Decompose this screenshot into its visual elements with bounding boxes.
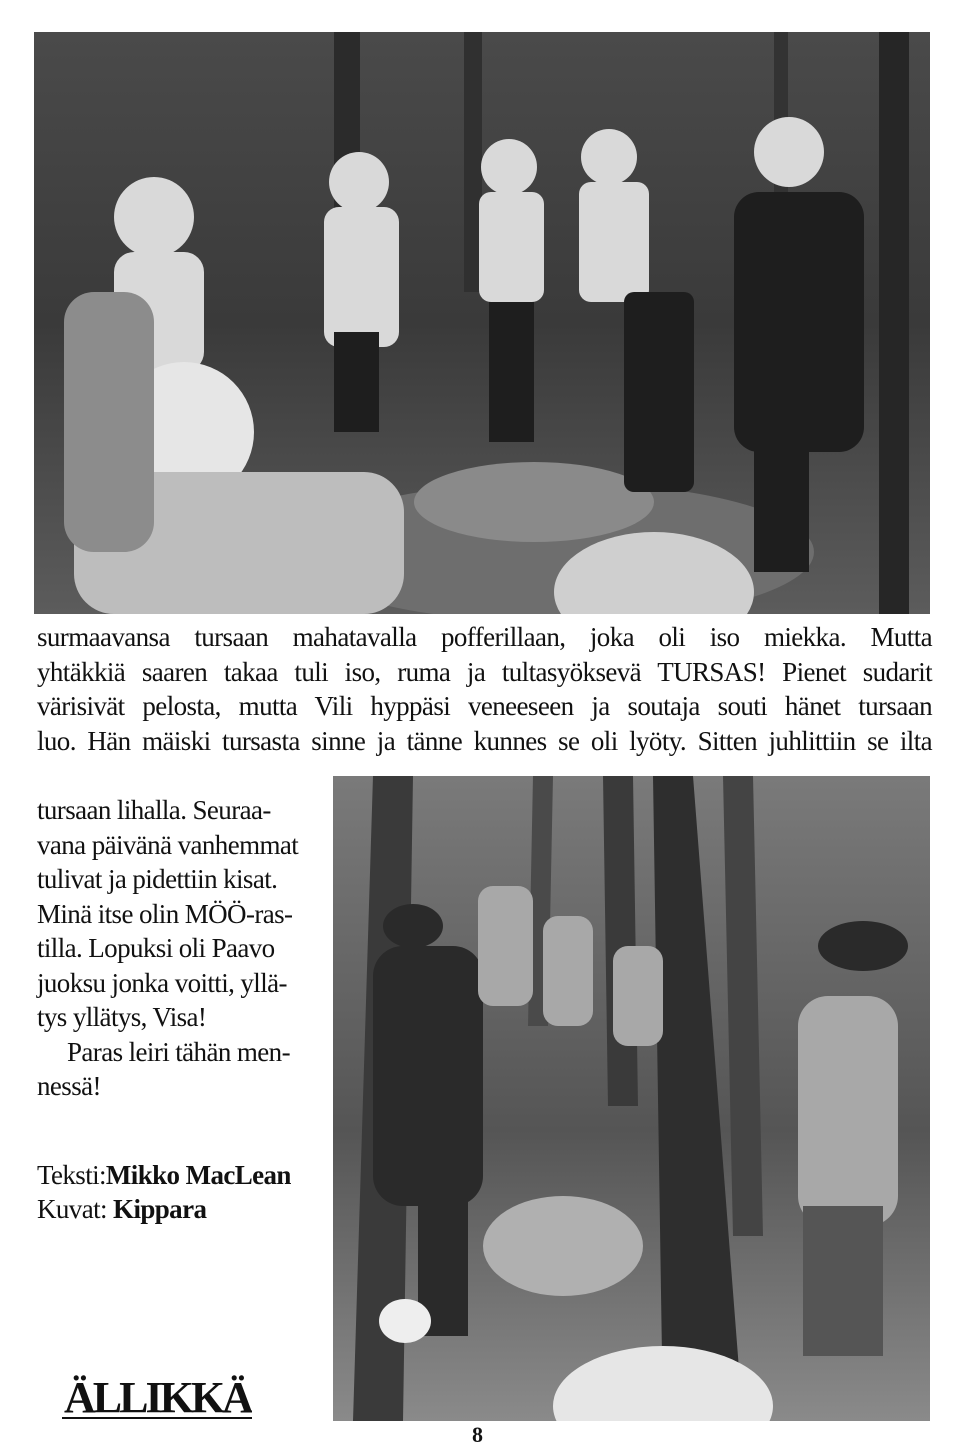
article-wide-text <box>37 620 932 758</box>
article-line: Paras leiri tähän men- <box>67 1036 290 1067</box>
article-line: vana päivänä vanhemmat <box>37 829 299 860</box>
publication-logo <box>62 1372 252 1422</box>
article-line: surmaavansa tursaan mahatavalla pofferillaan, joka oli iso miekka. Mutta <box>37 622 932 652</box>
logo-text: ÄLLIKKÄ <box>64 1373 251 1422</box>
article-narrow-text <box>37 793 327 1104</box>
article-line: tursaan lihalla. Seuraa- <box>37 795 271 825</box>
article-line: värisivät pelosta, mutta Vili hyppäsi veneeseen ja soutaja souti hänet tursaan <box>37 691 932 721</box>
photo-credit-label: Kuvat: <box>37 1194 107 1224</box>
page-number: 8 <box>472 1422 483 1447</box>
credits <box>37 1158 291 1226</box>
text-credit <box>37 1158 291 1192</box>
photo-forest-children <box>333 776 930 1421</box>
text-credit-author: Mikko MacLean <box>105 1160 291 1190</box>
article-line: yhtäkkiä saaren takaa tuli iso, ruma ja tultasyöksevä TURSAS! Pienet sudarit <box>37 656 932 687</box>
article-line: nessä! <box>37 1071 101 1101</box>
photo-credit-author: Kippara <box>113 1194 207 1224</box>
article-line: Minä itse olin MÖÖ-ras- <box>37 898 293 929</box>
photo-campfire-children <box>34 32 930 614</box>
article-line: luo. Hän mäiski tursasta sinne ja tänne kunnes se oli lyöty. Sitten juhlittiin se ilta <box>37 725 932 756</box>
article-line: tys yllätys, Visa! <box>37 1002 207 1032</box>
text-credit-label: Teksti: <box>37 1160 106 1190</box>
article-line: tulivat ja pidettiin kisat. <box>37 864 278 894</box>
photo-credit <box>37 1192 291 1226</box>
article-line: tilla. Lopuksi oli Paavo <box>37 933 275 963</box>
article-line: juoksu jonka voitti, yllä- <box>37 967 287 998</box>
